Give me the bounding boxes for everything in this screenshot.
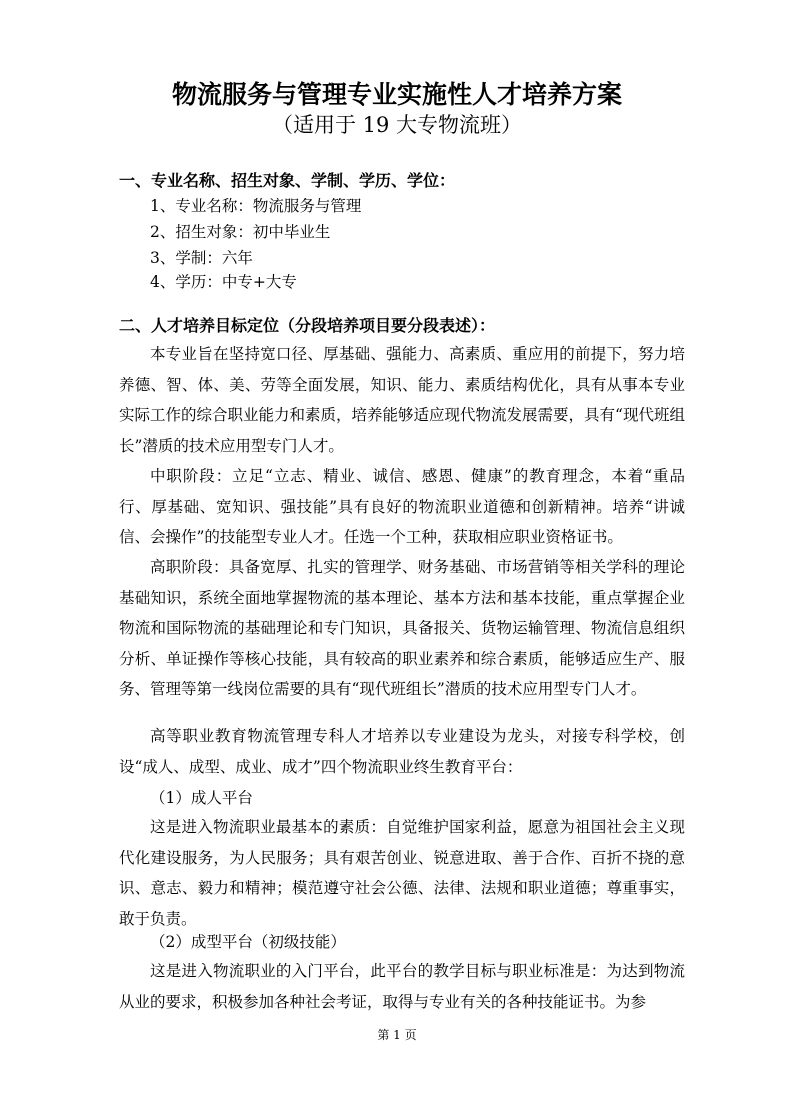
section-1-item-1: 1、专业名称：物流服务与管理	[150, 197, 362, 215]
section-1-item-2: 2、招生对象：初中毕业生	[150, 223, 331, 241]
section-1-item-3: 3、学制：六年	[150, 249, 253, 267]
section-2-heading: 二、人才培养目标定位（分段培养项目要分段表述）：	[119, 316, 496, 335]
paragraph-overview: 本专业旨在坚持宽口径、厚基础、强能力、高素质、重应用的前提下，努力培养德、智、体、美、劳等全面发展，知识、能力、素质结构优化，具有从事本专业实际工作的综合职业能力和素质，培养能够适应现代物流发展需要，具有“现代班组长”潜质的技术应用型专门人才。	[119, 345, 685, 455]
paragraph-platform-1: 这是进入物流职业最基本的素质：自觉维护国家利益，愿意为祖国社会主义现代化建设服务，为人民服务；具有艰苦创业、锐意进取、善于合作、百折不挠的意识、意志、毅力和精神；模范遵守社会公德、法律、法规和职业道德；尊重事实，敢于负责。	[119, 818, 685, 928]
paragraph-platform-2: 这是进入物流职业的入门平台，此平台的教学目标与职业标准是：为达到物流从业的要求，积极参加各种社会考证，取得与专业有关的各种技能证书。为参	[119, 962, 685, 1011]
paragraph-secondary-stage: 中职阶段：立足“立志、精业、诚信、感恩、健康”的教育理念，本着“重品行、厚基础、宽知识、强技能”具有良好的物流职业道德和创新精神。培养“讲诚信、会操作”的技能型专业人才。任选一个工种，获取相应职业资格证书。	[119, 467, 685, 546]
section-1-item-4: 4、学历：中专+大专	[150, 273, 297, 291]
paragraph-platforms: 高等职业教育物流管理专科人才培养以专业建设为龙头，对接专科学校，创设“成人、成型、成业、成才”四个物流职业终生教育平台：	[119, 727, 685, 776]
document-title: 物流服务与管理专业实施性人才培养方案	[171, 80, 622, 109]
document-subtitle: （适用于 19 大专物流班）	[271, 113, 523, 137]
page-number: 第 1 页	[377, 1028, 417, 1042]
section-1-heading: 一、专业名称、招生对象、学制、学历、学位：	[119, 171, 456, 190]
subheading-platform-2: （2）成型平台（初级技能）	[150, 933, 346, 951]
paragraph-higher-stage: 高职阶段：具备宽厚、扎实的管理学、财务基础、市场营销等相关学科的理论基础知识，系统全面地掌握物流的基本理论、基本方法和基本技能，重点掌握企业物流和国际物流的基础理论和专门知识，具备报关、货物运输管理、物流信息组织分析、单证操作等核心技能，具有较高的职业素养和综合素质，能够适应生产、服务、管理等第一线岗位需要的具有“现代班组长”潜质的技术应用型专门人才。	[119, 558, 685, 698]
subheading-platform-1: （1）成人平台	[150, 789, 253, 807]
